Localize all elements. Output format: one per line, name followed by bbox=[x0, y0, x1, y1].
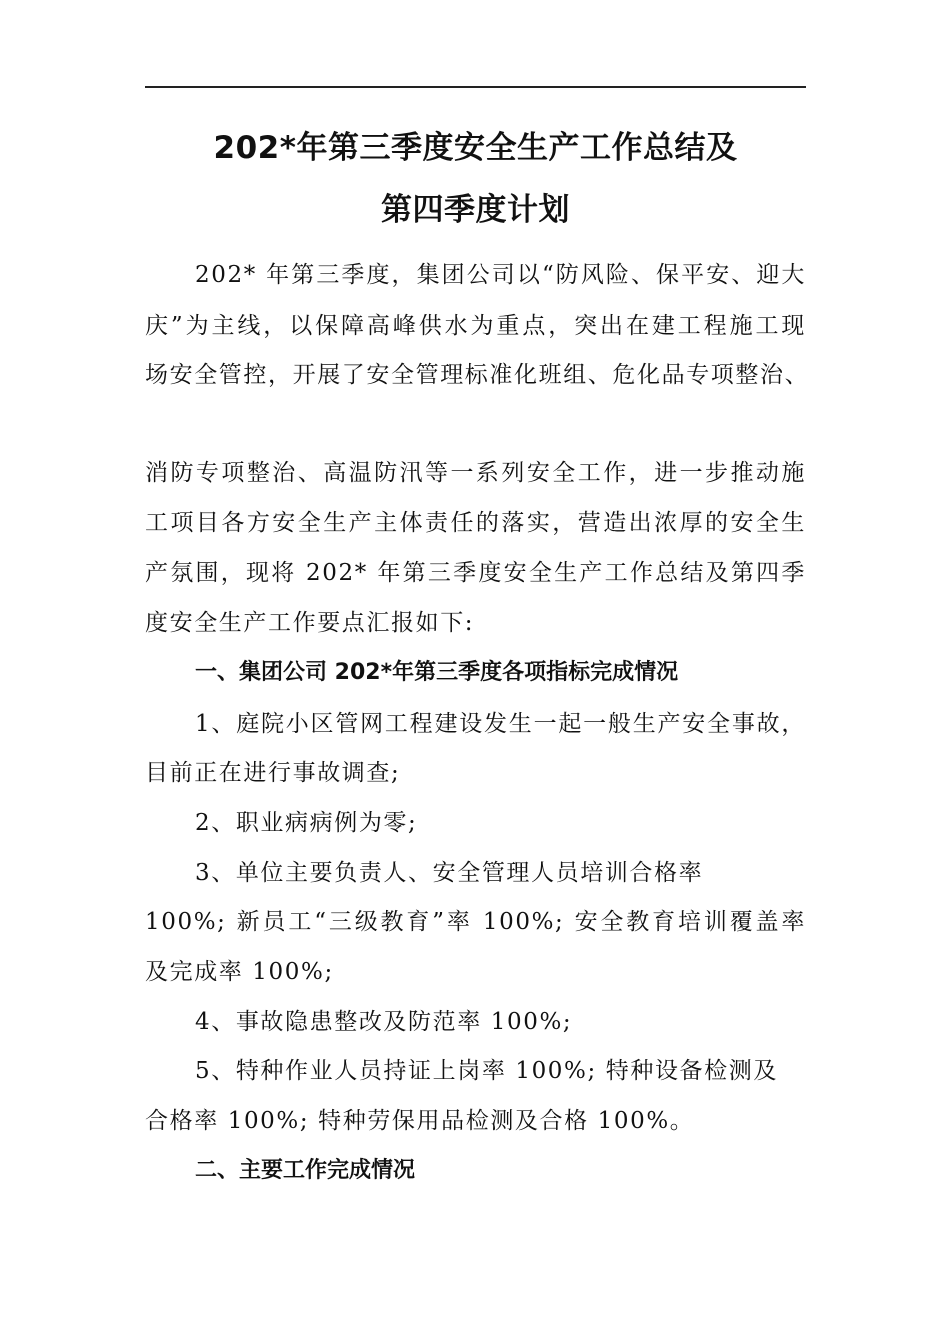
section-1-line-9: 合格率 100%; 特种劳保用品检测及合格 100%。 bbox=[145, 1108, 695, 1134]
intro-line-6: 产氛围，现将 202* 年第三季度安全生产工作总结及第四季 bbox=[145, 560, 806, 586]
section-1-line-3: 2、职业病病例为零; bbox=[195, 810, 418, 836]
intro-line-7: 度安全生产工作要点汇报如下: bbox=[145, 610, 475, 636]
section-1-line-7: 4、事故隐患整改及防范率 100%; bbox=[195, 1009, 573, 1035]
header-rule bbox=[145, 86, 806, 88]
section-1-line-2: 目前正在进行事故调查; bbox=[145, 760, 401, 786]
section-1-line-5: 100%; 新员工“三级教育”率 100%; 安全教育培训覆盖率 bbox=[145, 909, 806, 935]
section-1-heading: 一、集团公司 202*年第三季度各项指标完成情况 bbox=[195, 660, 679, 685]
section-1-line-8: 5、特种作业人员持证上岗率 100%; 特种设备检测及 bbox=[195, 1058, 778, 1084]
intro-line-5: 工项目各方安全生产主体责任的落实，营造出浓厚的安全生 bbox=[145, 510, 806, 536]
intro-line-2: 庆”为主线，以保障高峰供水为重点，突出在建工程施工现 bbox=[145, 313, 806, 339]
document-title-line-1: 202*年第三季度安全生产工作总结及 bbox=[213, 130, 738, 166]
intro-line-4: 消防专项整治、高温防汛等一系列安全工作，进一步推动施 bbox=[145, 460, 806, 486]
intro-line-1: 202* 年第三季度，集团公司以“防风险、保平安、迎大 bbox=[195, 262, 806, 288]
intro-line-3: 场安全管控，开展了安全管理标准化班组、危化品专项整治、 bbox=[145, 362, 810, 388]
section-1-line-4: 3、单位主要负责人、安全管理人员培训合格率 bbox=[195, 860, 704, 886]
document-title-line-2: 第四季度计划 bbox=[381, 192, 570, 228]
section-2-heading: 二、主要工作完成情况 bbox=[195, 1158, 416, 1183]
section-1-line-1: 1、庭院小区管网工程建设发生一起一般生产安全事故， bbox=[195, 711, 806, 737]
section-1-line-6: 及完成率 100%; bbox=[145, 959, 334, 985]
